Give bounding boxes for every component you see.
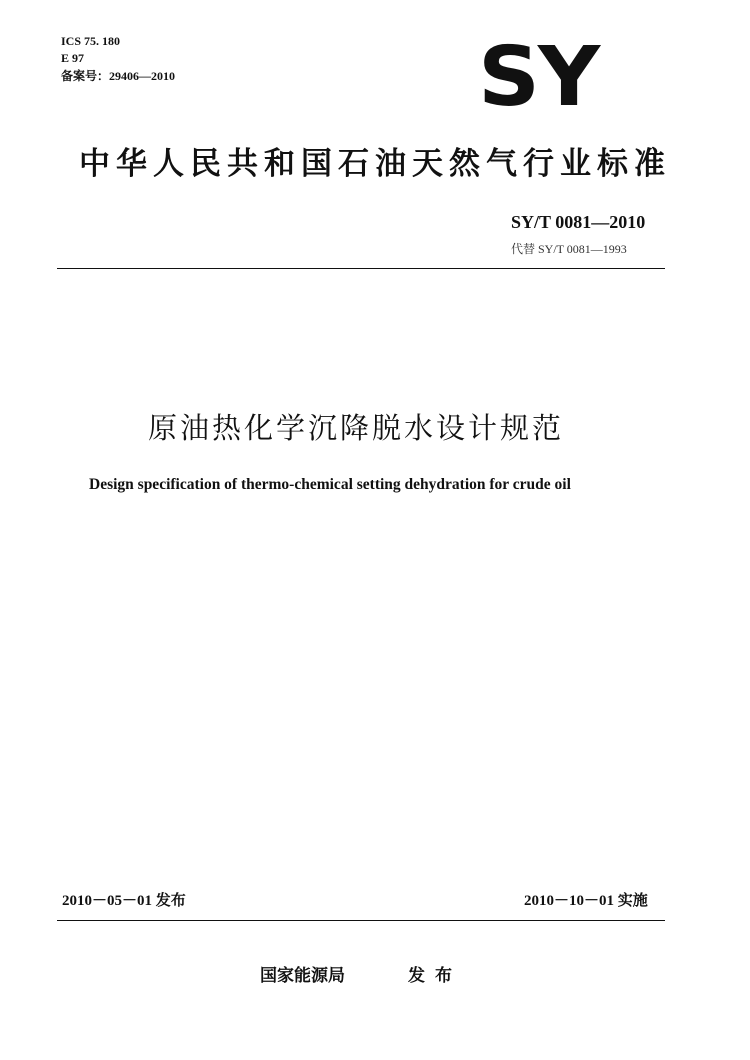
issuer-action: 发布 xyxy=(408,966,462,986)
sy-logo: SY xyxy=(478,30,599,125)
ics-code: ICS 75. 180 xyxy=(61,34,121,48)
issue-date: 2010－05－01 发布 xyxy=(62,893,186,909)
issuer-name: 国家能源局 xyxy=(260,966,345,986)
ccs-code: E 97 xyxy=(61,51,85,65)
title-english: Design specification of thermo-chemical setting dehydration for crude oil xyxy=(89,476,571,493)
record-number: 备案号：29406—2010 xyxy=(61,69,176,83)
implementation-date: 2010－10－01 实施 xyxy=(524,893,648,909)
title-chinese: 原油热化学沉降脱水设计规范 xyxy=(148,411,565,445)
top-divider xyxy=(57,268,665,269)
bottom-divider xyxy=(57,920,665,921)
standard-number: SY/T 0081—2010 xyxy=(511,212,646,232)
replaces-standard: 代替 SY/T 0081—1993 xyxy=(511,242,627,256)
organization-title: 中华人民共和国石油天然气行业标准 xyxy=(79,146,671,182)
